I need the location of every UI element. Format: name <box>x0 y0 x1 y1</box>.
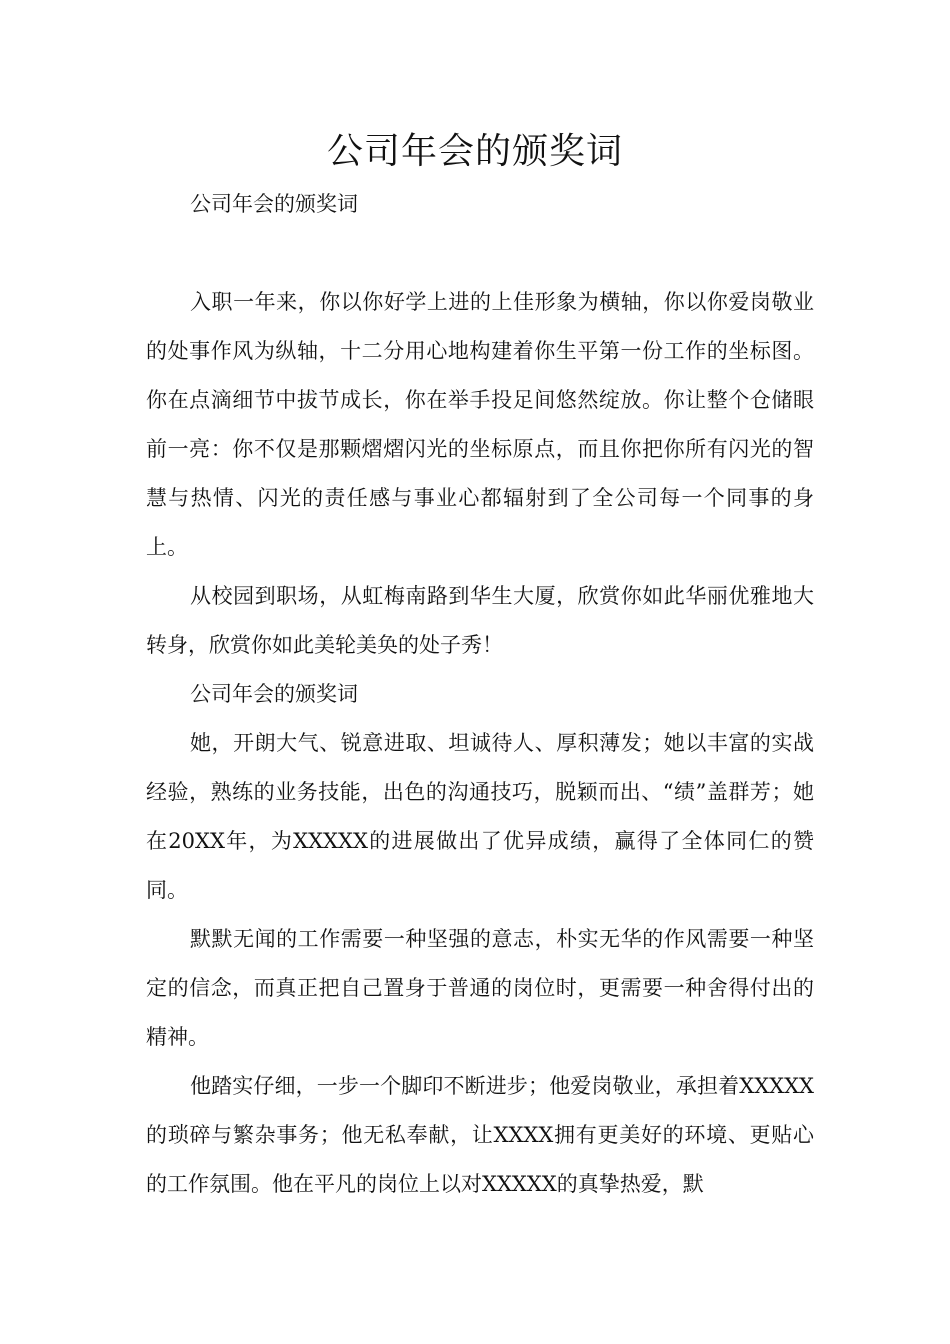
paragraph-3: 她，开朗大气、锐意进取、坦诚待人、厚积薄发；她以丰富的实战经验，熟练的业务技能，出色的沟通技巧，脱颖而出、“绩”盖群芳；她在20XX年，为XXXXX的进展做出了优异成绩，赢得了全体同仁的赞同。 <box>146 731 814 902</box>
document-title: 公司年会的颁奖词 <box>326 131 623 172</box>
document-body <box>146 180 814 1209</box>
paragraph-5: 他踏实仔细，一步一个脚印不断进步；他爱岗敬业，承担着XXXXX的琐碎与繁杂事务；他无私奉献，让XXXX拥有更美好的环境、更贴心的工作氛围。他在平凡的岗位上以对XXXXX的真挚热爱，默 <box>146 1074 814 1196</box>
section-heading: 公司年会的颁奖词 <box>190 192 358 216</box>
section-heading-2: 公司年会的颁奖词 <box>190 682 358 706</box>
paragraph-2: 从校园到职场，从虹梅南路到华生大厦，欣赏你如此华丽优雅地大转身，欣赏你如此美轮美奂的处子秀！ <box>146 584 814 657</box>
paragraph-4: 默默无闻的工作需要一种坚强的意志，朴实无华的作风需要一种坚定的信念，而真正把自己置身于普通的岗位时，更需要一种舍得付出的精神。 <box>146 927 814 1049</box>
blank-line <box>146 229 814 278</box>
paragraph-1: 入职一年来，你以你好学上进的上佳形象为横轴，你以你爱岗敬业的处事作风为纵轴，十二分用心地构建着你生平第一份工作的坐标图。你在点滴细节中拔节成长，你在举手投足间悠然绽放。你让整个仓储眼前一亮：你不仅是那颗熠熠闪光的坐标原点，而且你把你所有闪光的智慧与热情、闪光的责任感与事业心都辐射到了全公司每一个同事的身上。 <box>146 290 814 559</box>
